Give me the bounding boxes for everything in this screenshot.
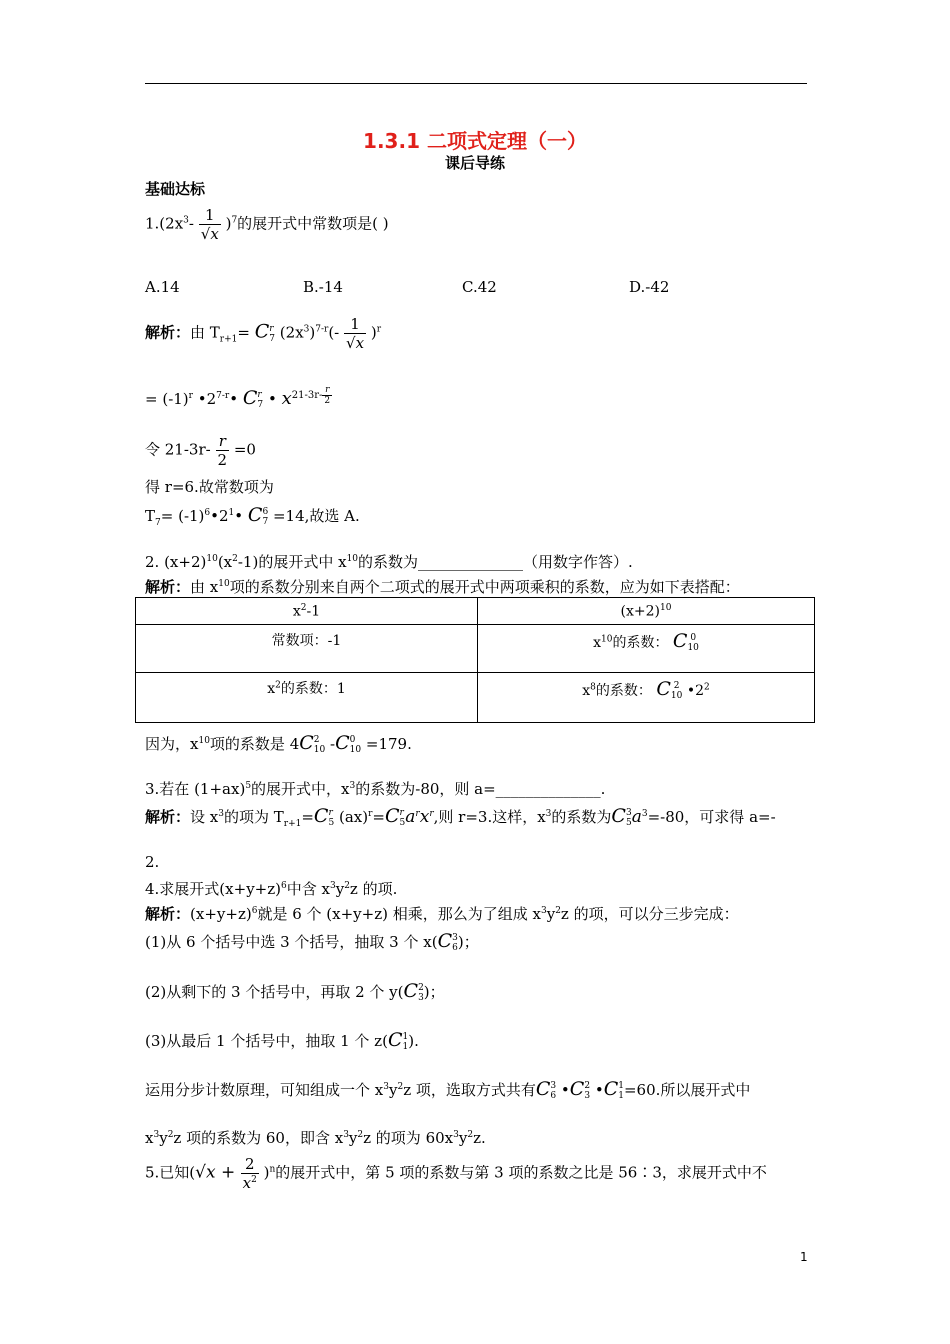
table-header-cell: $x^2-1$ bbox=[136, 598, 478, 625]
section-heading: 基础达标 bbox=[145, 180, 206, 198]
frac-num: 1 bbox=[344, 315, 366, 334]
math-x: x bbox=[281, 388, 292, 409]
text: - bbox=[330, 735, 336, 753]
combination-indices: r 7 bbox=[257, 390, 264, 410]
q4-final bbox=[145, 1127, 486, 1148]
text: =14,故选 A. bbox=[272, 507, 360, 525]
solution-label: 解析： bbox=[145, 578, 191, 596]
sup: 3 bbox=[453, 1130, 459, 1140]
q2-solution-intro bbox=[145, 576, 740, 597]
table-cell: $x^{10}$的系数： C 0 10 bbox=[478, 625, 815, 673]
combination-symbol: C bbox=[335, 732, 350, 754]
sup: 3 bbox=[349, 781, 356, 791]
sup: 2 bbox=[555, 906, 561, 916]
text: 4.求展开式(x+y+z) bbox=[145, 880, 281, 898]
combination-indices: r 5 bbox=[399, 808, 406, 828]
q2-stem bbox=[145, 551, 633, 572]
frac-den: √x bbox=[346, 334, 365, 352]
text: z 的项，可以分三步完成： bbox=[560, 905, 739, 923]
text: = bbox=[237, 323, 250, 342]
text: y bbox=[546, 905, 556, 923]
text: z 项，选取方式共有 bbox=[403, 1081, 536, 1099]
text: )； bbox=[423, 983, 445, 1001]
text: 的系数为-80，则 a=______________. bbox=[355, 780, 606, 798]
sub: r+1 bbox=[219, 334, 238, 345]
sup: r bbox=[188, 391, 193, 401]
combination-indices: 2 10 bbox=[313, 735, 326, 755]
text: z 的项. bbox=[349, 880, 398, 898]
page-title: 1.3.1 二项式定理（一） bbox=[363, 129, 587, 153]
text: 由 T bbox=[190, 323, 220, 342]
text: 项的系数是 4 bbox=[209, 735, 300, 753]
text: =-80，可求得 a=- bbox=[647, 808, 776, 826]
text: x bbox=[145, 1129, 154, 1147]
sup: n bbox=[269, 1164, 276, 1175]
q4-step3 bbox=[145, 1029, 419, 1052]
page-number: 1 bbox=[800, 1250, 808, 1264]
sub: 7 bbox=[155, 518, 161, 528]
text: • bbox=[560, 1081, 570, 1099]
combination-indices: 3 5 bbox=[625, 808, 632, 828]
combination-symbol: C bbox=[299, 732, 314, 754]
sup: 1 bbox=[228, 508, 235, 518]
coefficient-table bbox=[135, 597, 815, 723]
combination-symbol: C bbox=[611, 805, 626, 827]
text: • bbox=[234, 507, 244, 525]
text: 的展开式中，x bbox=[251, 780, 350, 798]
combination-indices: 3 6 bbox=[550, 1081, 557, 1101]
q4-step1 bbox=[145, 930, 479, 953]
text: T bbox=[145, 507, 156, 525]
text: •2 bbox=[197, 390, 217, 408]
text: 2. (x+2) bbox=[145, 553, 207, 571]
q1-option-b: B.-14 bbox=[303, 278, 343, 296]
combination-indices: 3 6 bbox=[452, 933, 458, 953]
q1-sol-fraction bbox=[344, 315, 366, 352]
combination-symbol: C bbox=[403, 980, 419, 1002]
q1-stem bbox=[145, 206, 389, 243]
q1-solution-line4: 得 r=6.故常数项为 bbox=[145, 478, 274, 496]
text: •2 bbox=[210, 507, 229, 525]
fraction-r-2: $\frac{r}{2}$ bbox=[217, 432, 228, 469]
combination-indices: 2 3 bbox=[584, 1081, 591, 1101]
text: = bbox=[372, 808, 385, 826]
text: ). bbox=[408, 1032, 419, 1050]
text: 就是 6 个 (x+y+z) 相乘，那么为了组成 x bbox=[257, 905, 541, 923]
sup: 6 bbox=[204, 508, 211, 518]
text: (3)从最后 1 个括号中，抽取 1 个 z( bbox=[145, 1032, 388, 1050]
text: y bbox=[458, 1129, 468, 1147]
text: ) bbox=[309, 323, 316, 342]
combination-indices: r 7 bbox=[269, 323, 276, 344]
q3-stem bbox=[145, 778, 605, 799]
q4-solution-intro bbox=[145, 903, 739, 924]
text: (2)从剩下的 3 个括号中，再取 2 个 y( bbox=[145, 983, 404, 1001]
combination-symbol: C bbox=[569, 1078, 585, 1100]
sup: 3 bbox=[383, 1082, 389, 1092]
sup: 3 bbox=[329, 881, 336, 891]
q1-option-c: C.42 bbox=[462, 278, 497, 296]
table-cell: $x^2$的系数：1 bbox=[136, 673, 478, 723]
combination-indices: 1 1 bbox=[402, 1032, 409, 1052]
sup: r bbox=[376, 324, 382, 335]
sub: r+1 bbox=[283, 819, 302, 829]
solution-label: 解析： bbox=[145, 905, 191, 923]
sup: 2 bbox=[167, 1130, 174, 1140]
sup: 2 bbox=[397, 1082, 404, 1092]
text: =179. bbox=[365, 735, 412, 753]
text: (2x bbox=[279, 323, 304, 342]
text: (x+y+z) bbox=[190, 905, 252, 923]
combination-symbol: C bbox=[254, 320, 270, 343]
combination-symbol: C bbox=[313, 805, 329, 827]
sup: r bbox=[368, 809, 373, 819]
q4-stem bbox=[145, 878, 397, 899]
frac-num: 2 bbox=[241, 1155, 259, 1174]
text: 令 21-3r- bbox=[145, 440, 211, 459]
table-header-cell: $(x+2)^{10}$ bbox=[478, 598, 815, 625]
text: 项的系数分别来自两个二项式的展开式中两项乘积的系数，应为如下表搭配： bbox=[229, 578, 740, 596]
text: • bbox=[229, 390, 239, 408]
combination-indices: 6 7 bbox=[262, 507, 269, 527]
sup: 7-r bbox=[315, 324, 329, 335]
sup: 3 bbox=[545, 809, 552, 819]
text: y bbox=[388, 1081, 398, 1099]
page-subtitle: 课后导练 bbox=[444, 154, 505, 172]
table-cell: $x^8$的系数： C 2 10 $•2^2$ bbox=[478, 673, 815, 723]
text: 5.已知( bbox=[145, 1163, 196, 1182]
sup: 2 bbox=[232, 554, 238, 564]
sup: 2 bbox=[357, 1130, 364, 1140]
q1-stem-text: 的展开式中常数项是( ) bbox=[237, 214, 389, 233]
q1-stem-sup: 7 bbox=[231, 215, 238, 226]
sup: 6 bbox=[251, 906, 258, 916]
q1-frac-den: √x bbox=[200, 225, 219, 243]
plus: + bbox=[215, 1162, 241, 1183]
q5-stem bbox=[145, 1155, 767, 1192]
q1-solution-line2 bbox=[145, 385, 332, 410]
combination-indices: r 5 bbox=[328, 808, 335, 828]
combination-symbol: C bbox=[603, 1078, 619, 1100]
q4-conclusion bbox=[145, 1078, 750, 1101]
text: = (-1) bbox=[145, 390, 189, 408]
text: • bbox=[594, 1081, 604, 1099]
text: y bbox=[348, 1129, 358, 1147]
text: 由 x bbox=[190, 578, 219, 596]
q1-stem-text: 1.(2x bbox=[145, 214, 184, 233]
combination-symbol: C bbox=[437, 930, 453, 952]
sup: 10 bbox=[218, 579, 230, 589]
text: ) bbox=[263, 1163, 270, 1182]
table-cell: 常数项：-1 bbox=[136, 625, 478, 673]
combination-symbol: C bbox=[387, 1029, 403, 1051]
text: )； bbox=[457, 933, 479, 951]
sup: 10 bbox=[206, 554, 218, 564]
text: 的项为 T bbox=[223, 808, 284, 826]
text: y bbox=[159, 1129, 168, 1147]
sup: 10 bbox=[346, 554, 359, 564]
text: 的系数为 bbox=[551, 808, 612, 826]
q2-conclusion bbox=[145, 732, 412, 755]
text: z. bbox=[473, 1129, 486, 1147]
combination-indices: 2 3 bbox=[418, 983, 424, 1003]
exp-fraction: $\frac{r}{2}$ bbox=[324, 385, 331, 406]
q1-fraction bbox=[199, 206, 221, 243]
sup: 7-r bbox=[216, 391, 230, 401]
text: (- bbox=[328, 323, 340, 342]
top-rule bbox=[145, 83, 807, 84]
q1-solution-line1: 解析：由 $T_{r+1}= Cr$ 7 $(2x^3)^{7-r}(-$ $\frac{1}{√x}$ )$^r$ bbox=[145, 315, 382, 352]
text: (x bbox=[217, 553, 233, 571]
sqrt-x: √x bbox=[195, 1162, 216, 1183]
text: 的系数为______________（用数字作答）. bbox=[358, 553, 633, 571]
q3-solution-cont: 2. bbox=[145, 853, 160, 871]
sup: 10 bbox=[198, 736, 210, 746]
q5-fraction bbox=[241, 1155, 259, 1192]
combination-symbol: C bbox=[384, 805, 400, 827]
solution-label: 解析： bbox=[145, 808, 191, 826]
text: ) bbox=[370, 323, 377, 342]
q1-frac-num: 1 bbox=[199, 206, 221, 225]
text: • bbox=[267, 390, 277, 408]
text: 运用分步计数原理，可知组成一个 x bbox=[145, 1081, 384, 1099]
q1-stem-text: - bbox=[188, 214, 194, 233]
q1-solution-line5 bbox=[145, 504, 360, 528]
text: =60.所以展开式中 bbox=[623, 1081, 751, 1099]
q3-solution: 解析：设 $x^3$的项为 $T_{r+1}=Cr$ 5 (ax)$^r$=Cr $5a^rx^r$,则 r=3.这样，$x^3$的系数为C3 $5a^3=-80$，可求得 a=- bbox=[145, 805, 776, 829]
sup: 3 bbox=[218, 809, 224, 819]
text: z 项的系数为 60，即含 x bbox=[173, 1129, 344, 1147]
text: = bbox=[301, 808, 314, 826]
combination-symbol: C bbox=[242, 387, 258, 409]
q1-option-a: A.14 bbox=[145, 278, 180, 296]
exponent-text: 21-3r- bbox=[291, 390, 323, 401]
text: = (-1) bbox=[160, 507, 205, 525]
combination-indices: 0 10 bbox=[349, 735, 362, 755]
frac-den: x bbox=[242, 1174, 252, 1192]
sup: 3 bbox=[540, 906, 547, 916]
text: 的展开式中，第 5 项的系数与第 3 项的系数之比是 56∶3，求展开式中不 bbox=[275, 1163, 767, 1182]
text: 中含 x bbox=[286, 880, 330, 898]
text: 因为，x bbox=[145, 735, 199, 753]
text: (1)从 6 个括号中选 3 个括号，抽取 3 个 x( bbox=[145, 933, 438, 951]
text: (ax) bbox=[338, 808, 369, 826]
q1-option-d: D.-42 bbox=[629, 278, 670, 296]
combination-symbol: C bbox=[535, 1078, 551, 1100]
sup: 2 bbox=[344, 881, 350, 891]
sup: 5 bbox=[245, 781, 252, 791]
sup: 2 bbox=[251, 1175, 257, 1185]
combination-symbol: C bbox=[247, 504, 263, 526]
text: ,则 r=3.这样，x bbox=[433, 808, 546, 826]
sup: 6 bbox=[281, 881, 287, 891]
text: z 的项为 60x bbox=[363, 1129, 454, 1147]
combination-indices: 1 1 bbox=[618, 1081, 624, 1101]
text: 设 x bbox=[190, 808, 219, 826]
q4-step2 bbox=[145, 980, 445, 1003]
q1-stem-text: ) bbox=[225, 214, 232, 233]
text: y bbox=[335, 880, 345, 898]
text: =0 bbox=[233, 440, 256, 459]
text: -1)的展开式中 x bbox=[237, 553, 347, 571]
sup: 2 bbox=[467, 1130, 474, 1140]
q1-stem-sup: 3 bbox=[183, 215, 189, 226]
sup: 3 bbox=[343, 1130, 349, 1140]
sup: 3 bbox=[153, 1130, 160, 1140]
q1-solution-line3 bbox=[145, 432, 256, 469]
solution-label: 解析： bbox=[145, 323, 191, 342]
text: 3.若在 (1+ax) bbox=[145, 780, 246, 798]
